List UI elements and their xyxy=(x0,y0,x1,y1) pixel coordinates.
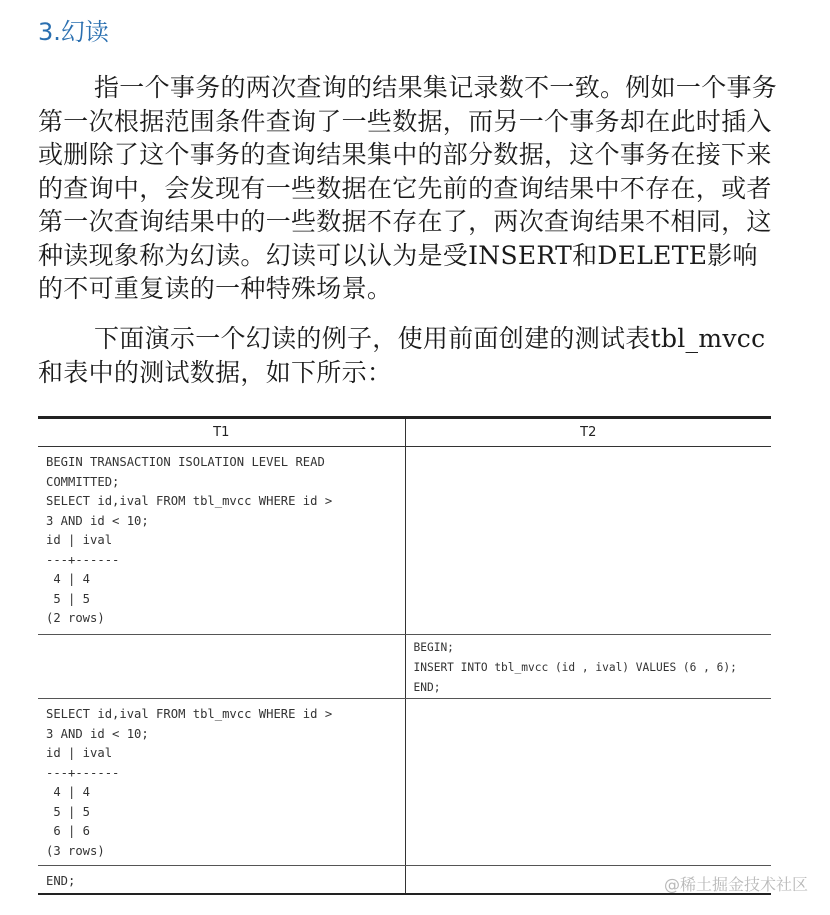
table-row xyxy=(38,447,771,635)
t1-cell xyxy=(38,447,405,635)
t2-cell xyxy=(405,699,771,866)
watermark: @稀土掘金技术社区 xyxy=(663,875,808,894)
sql-code: END; xyxy=(46,874,76,888)
t1-cell xyxy=(38,635,405,699)
table-row xyxy=(38,699,771,866)
sql-code xyxy=(406,866,772,869)
t2-cell xyxy=(405,447,771,635)
table-row xyxy=(38,635,771,699)
t1-cell xyxy=(38,699,405,866)
sql-code: SELECT id,ival FROM tbl_mvcc WHERE id > 3 AND id < 10; id | ival ---+------ 4 | 4 5 | 5 6 | 6 (3 rows) xyxy=(46,707,333,858)
transaction-table xyxy=(38,416,771,895)
intro-paragraph xyxy=(38,71,780,306)
sql-code xyxy=(406,447,772,450)
example-paragraph xyxy=(38,322,780,389)
example-paragraph-text: 下面演示一个幻读的例子，使用前面创建的测试表tbl_mvcc和表中的测试数据，如下所示： xyxy=(38,324,766,387)
table-header-row xyxy=(38,418,771,447)
table-row xyxy=(38,866,771,895)
t1-cell xyxy=(38,866,405,895)
intro-paragraph-text: 指一个事务的两次查询的结果集记录数不一致。例如一个事务第一次根据范围条件查询了一些数据，而另一个事务却在此时插入或删除了这个事务的查询结果集中的部分数据，这个事务在接下来的查询中，会发现有一些数据在它先前的查询结果中不存在，或者第一次查询结果中的一些数据不存在了，两次查询结果不相同，这种读现象称为幻读。幻读可以认为是受INSERT和DELETE影响的不可重复读的一种特殊场景。 xyxy=(38,73,778,303)
column-header-t1: T1 xyxy=(38,418,405,447)
sql-code: BEGIN; INSERT INTO tbl_mvcc (id , ival) VALUES (6 , 6); END; xyxy=(413,641,737,694)
section-heading: 3.幻读 xyxy=(38,18,109,46)
sql-code xyxy=(406,699,772,702)
column-header-t2: T2 xyxy=(405,418,771,447)
sql-code xyxy=(38,635,405,641)
t2-cell xyxy=(405,635,771,699)
sql-code: BEGIN TRANSACTION ISOLATION LEVEL READ COMMITTED; SELECT id,ival FROM tbl_mvcc WHERE id > 3 AND id < 10; id | ival ---+------ 4 | 4 5 | 5 (2 rows) xyxy=(46,455,333,625)
